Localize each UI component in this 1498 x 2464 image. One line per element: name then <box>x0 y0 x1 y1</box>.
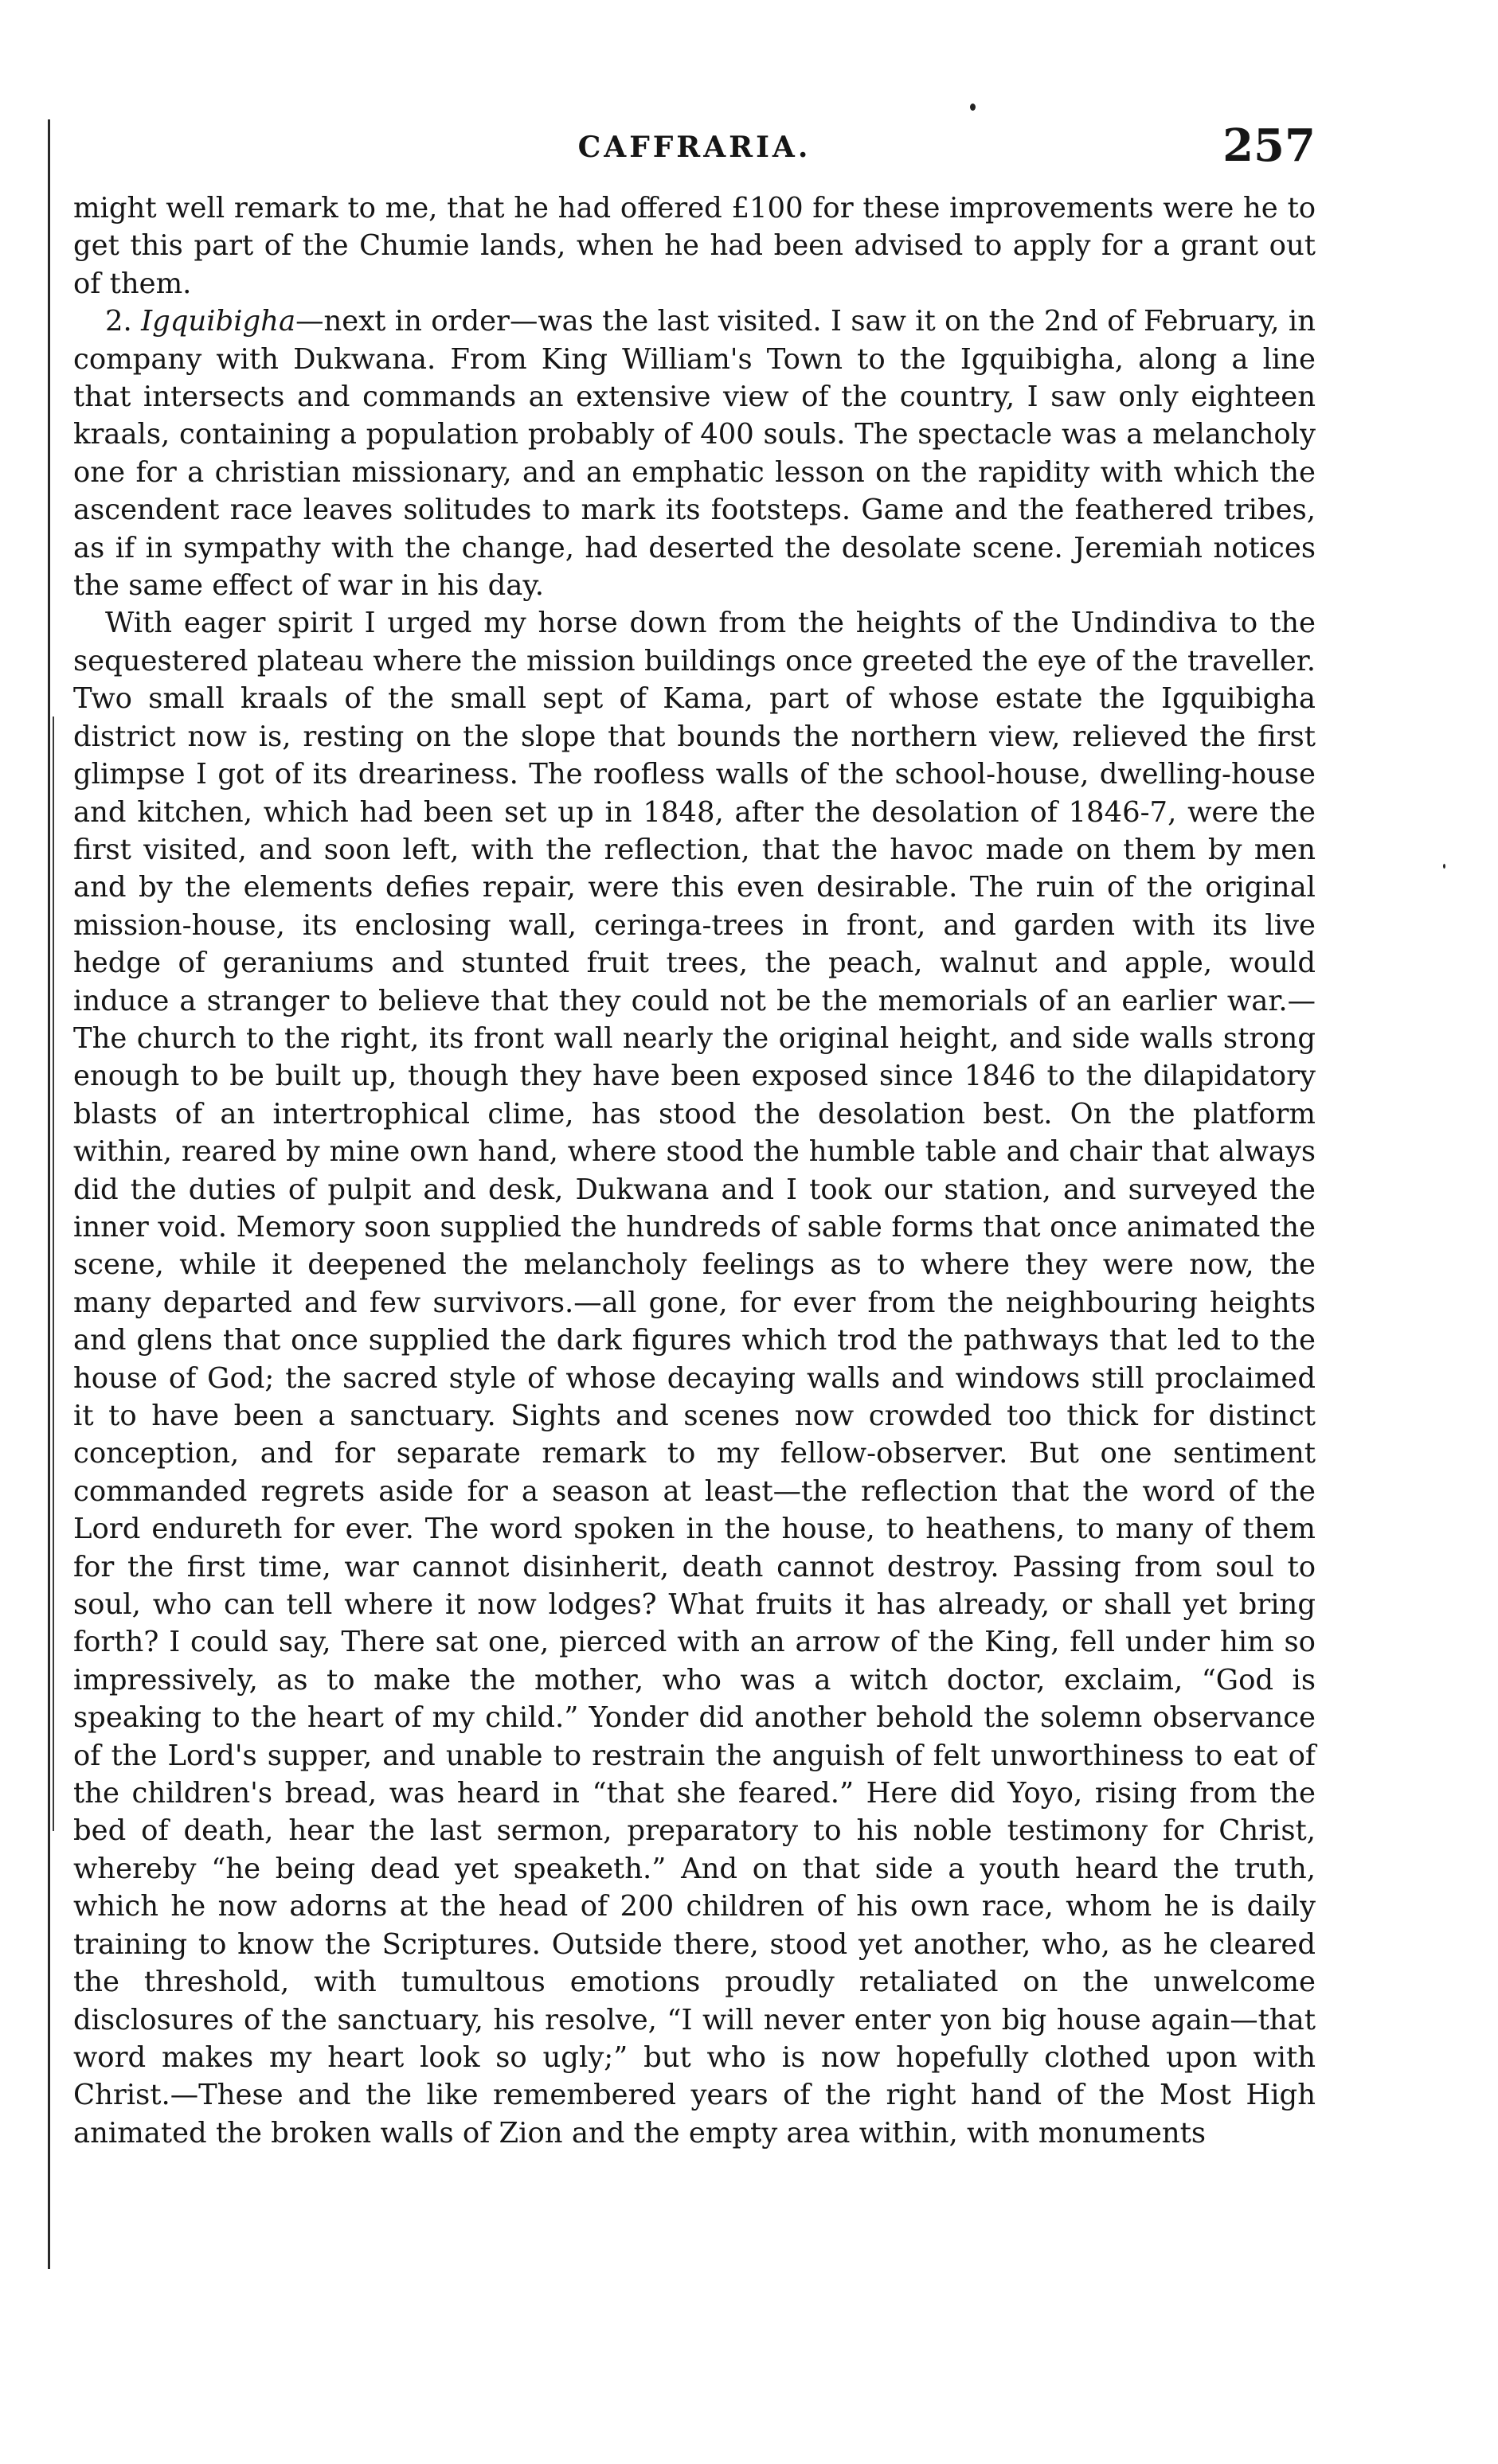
paragraph-text: —next in order—was the last visited. I saw it on the 2nd of February, in company with Dukwana. From King William's Town to the Igquibigha, along a line that intersects and commands an extensive view of the country, I saw only eighteen kraals, containing a population probably of 400 souls. The spectacle was a melancholy one for a christian missionary, and an emphatic lesson on the rapidity with which the ascendent race leaves solitudes to mark its footsteps. Game and the feathered tribes, as if in sympathy with the change, had deserted the desolate scene. Jeremiah notices the same effect of war in his day. <box>73 305 1316 603</box>
section-title: Igquibigha <box>141 305 296 338</box>
section-number: 2. <box>105 305 142 338</box>
page-binding-edge <box>48 119 50 2269</box>
print-speck <box>1443 864 1445 869</box>
page-binding-shadow <box>53 717 54 1831</box>
paragraph <box>73 303 1316 604</box>
running-head: CAFFRARIA. <box>577 131 812 164</box>
page-header <box>73 119 1316 175</box>
paragraph-text: With eager spirit I urged my horse down from the heights of the Undindiva to the sequestered plateau where the mission buildings once greeted the eye of the traveller. Two small kraals of the small sept of Kama, part of whose estate the Igquibigha district now is, resting on the slope that bounds the northern view, relieved the first glimpse I got of its dreariness. The roofless walls of the school-house, dwelling-house and kitchen, which had been set up in 1848, after the desolation of 1846-7, were the first visited, and soon left, with the reflection, that the havoc made on them by men and by the elements defies repair, were this even desirable. The ruin of the original mission-house, its enclosing wall, ceringa-trees in front, and garden with its live hedge of geraniums and stunted fruit trees, the peach, walnut and apple, would induce a stranger to believe that they could not be the memorials of an earlier war.—The church to the right, its front wall nearly the original height, and side walls strong enough to be built up, though they have been exposed since 1846 to the dilapidatory blasts of an intertrophical clime, has stood the desolation best. On the platform within, reared by mine own hand, where stood the humble table and chair that always did the duties of pulpit and desk, Dukwana and I took our station, and surveyed the inner void. Memory soon supplied the hundreds of sable forms that once animated the scene, while it deepened the melancholy feelings as to where they were now, the many departed and few survivors.—all gone, for ever from the neighbouring heights and glens that once supplied the dark figures which trod the pathways that led to the house of God; the sacred style of whose decaying walls and windows still proclaimed it to have been a sanctuary. Sights and scenes now crowded too thick for distinct conception, and for separate remark to my fellow-observer. But one sentiment commanded regrets aside for a season at least—the reflection that the word of the Lord endureth for ever. The word spoken in the house, to heathens, to many of them for the first time, war cannot disinherit, death cannot destroy. Passing from soul to soul, who can tell where it now lodges? What fruits it has already, or shall yet bring forth? I could say, There sat one, pierced with an arrow of the King, fell under him so impressively, as to make the mother, who was a witch doctor, exclaim, “God is speaking to the heart of my child.” Yonder did another behold the solemn observance of the Lord's supper, and unable to restrain the anguish of felt unworthiness to eat of the children's bread, was heard in “that she feared.” Here did Yoyo, rising from the bed of death, hear the last sermon, preparatory to his noble testimony for Christ, whereby “he being dead yet speaketh.” And on that side a youth heard the truth, which he now adorns at the head of 200 children of his own race, whom he is daily training to know the Scriptures. Outside there, stood yet another, who, as he cleared the threshold, with tumultous emotions proudly retaliated on the unwelcome disclosures of the sanctuary, his resolve, “I will never enter yon big house again—that word makes my heart look so ugly;” but who is now hopefully clothed upon with Christ.—These and the like remembered years of the right hand of the Most High animated the broken walls of Zion and the empty area within, with monuments <box>73 607 1316 2150</box>
print-speck <box>970 103 976 111</box>
paragraph <box>73 189 1316 303</box>
paragraph-text: might well remark to me, that he had offered £100 for these improvements were he to get this part of the Chumie lands, when he had been advised to apply for a grant out of them. <box>73 192 1316 300</box>
paragraph <box>73 604 1316 2152</box>
body-text <box>73 189 1316 2152</box>
page-number: 257 <box>1222 119 1316 172</box>
